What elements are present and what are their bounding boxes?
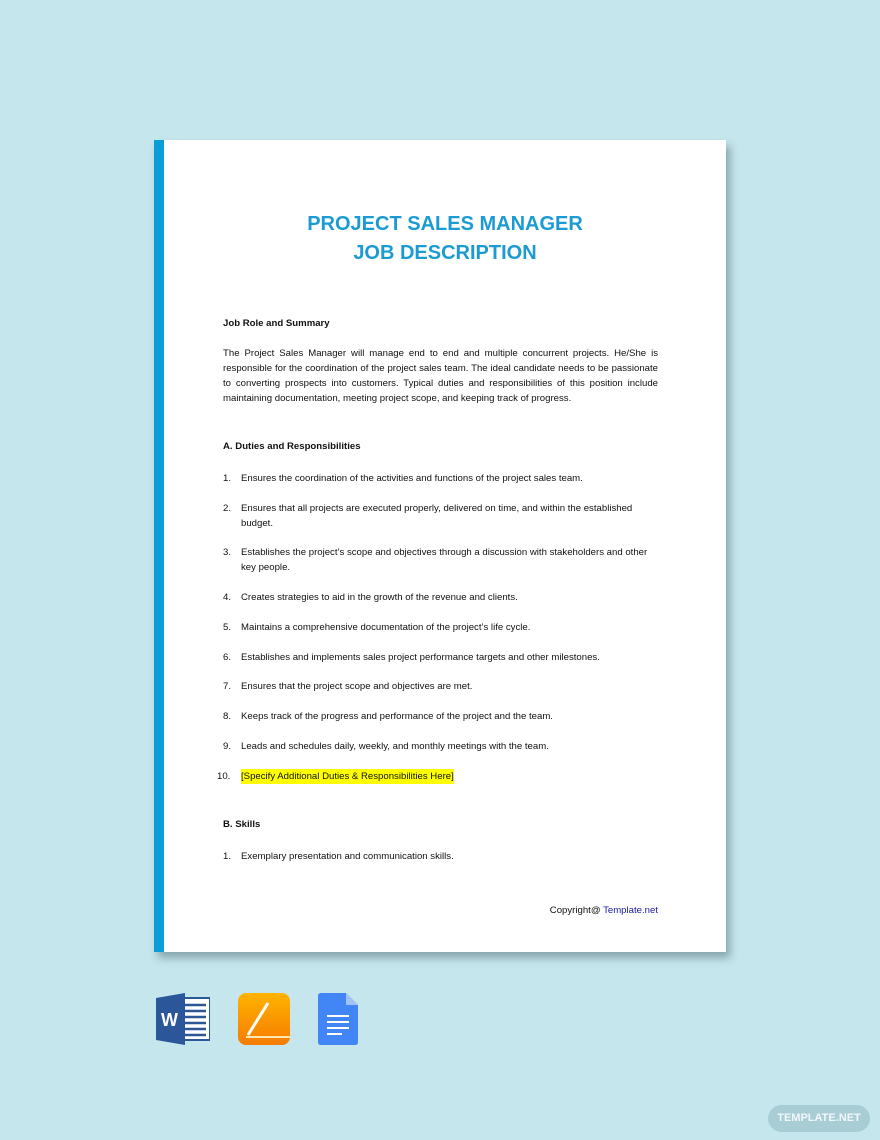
item-text: Ensures that the project scope and objectives are met. bbox=[241, 681, 473, 692]
item-text: Ensures the coordination of the activities and functions of the project sales team. bbox=[241, 473, 583, 484]
list-item bbox=[217, 769, 652, 784]
skills-heading: B. Skills bbox=[223, 819, 261, 830]
template-net-badge[interactable]: TEMPLATE.NET bbox=[768, 1105, 870, 1132]
item-number: 1. bbox=[223, 473, 232, 484]
copyright bbox=[550, 905, 658, 916]
item-text: Establishes the project’s scope and objectives through a discussion with stakeholders and other key people. bbox=[241, 547, 648, 573]
google-docs-icon[interactable] bbox=[318, 993, 358, 1045]
item-text: Ensures that all projects are executed properly, delivered on time, and within the established budget. bbox=[241, 503, 633, 529]
item-text: [Specify Additional Duties & Responsibilities Here] bbox=[241, 771, 454, 782]
duties-heading: A. Duties and Responsibilities bbox=[223, 441, 361, 452]
item-number: 4. bbox=[223, 592, 232, 603]
summary-paragraph: The Project Sales Manager will manage end to end and multiple concurrent projects. He/She is responsible for the coordination of the project sales team. The ideal candidate needs to be passionate to converting prospects into customers. Typical duties and responsibilities of this position include maintaining documentation, meeting project scope, and keeping track of progress. bbox=[223, 348, 658, 404]
copyright-prefix: Copyright@ bbox=[549, 905, 604, 916]
item-text: Creates strategies to aid in the growth of the revenue and clients. bbox=[241, 592, 518, 603]
document-page bbox=[154, 140, 726, 952]
pages-icon[interactable] bbox=[238, 993, 290, 1045]
item-number: 7. bbox=[223, 681, 232, 692]
list-item bbox=[223, 849, 658, 864]
list-item bbox=[223, 620, 658, 635]
summary-heading: Job Role and Summary bbox=[223, 318, 330, 329]
item-number: 1. bbox=[223, 851, 232, 862]
list-item bbox=[223, 709, 658, 724]
document-title bbox=[164, 210, 726, 268]
list-item bbox=[223, 471, 658, 486]
item-text: Exemplary presentation and communication skills. bbox=[241, 851, 454, 862]
item-number: 5. bbox=[223, 622, 232, 633]
item-number: 3. bbox=[223, 547, 232, 558]
item-text: Leads and schedules daily, weekly, and monthly meetings with the team. bbox=[241, 741, 549, 752]
item-text: Establishes and implements sales project performance targets and other milestones. bbox=[241, 652, 600, 663]
item-number: 9. bbox=[223, 741, 232, 752]
title-line-1: PROJECT SALES MANAGER bbox=[307, 213, 583, 235]
accent-bar bbox=[154, 140, 164, 952]
item-text: Keeps track of the progress and performance of the project and the team. bbox=[241, 711, 553, 722]
word-icon[interactable] bbox=[156, 993, 210, 1045]
item-number: 2. bbox=[223, 503, 232, 514]
item-text: Maintains a comprehensive documentation of the project’s life cycle. bbox=[241, 622, 531, 633]
list-item bbox=[223, 590, 658, 605]
title-line-2: JOB DESCRIPTION bbox=[353, 242, 537, 264]
list-item bbox=[223, 650, 658, 665]
item-number: 6. bbox=[223, 652, 232, 663]
list-item bbox=[223, 501, 658, 531]
list-item bbox=[223, 739, 658, 754]
copyright-link[interactable]: Template.net bbox=[603, 905, 658, 916]
item-number: 8. bbox=[223, 711, 232, 722]
list-item bbox=[223, 679, 658, 694]
list-item bbox=[223, 545, 658, 575]
item-number: 10. bbox=[217, 771, 231, 782]
svg-text:W: W bbox=[161, 1010, 178, 1030]
